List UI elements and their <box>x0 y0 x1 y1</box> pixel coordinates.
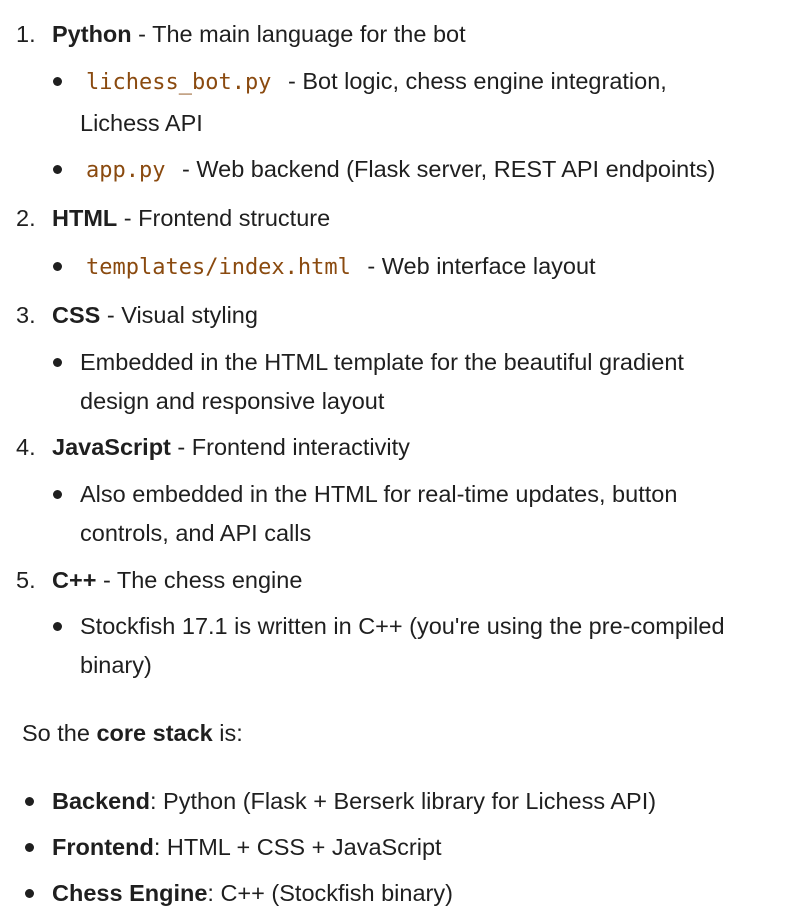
language-desc: - Frontend interactivity <box>170 434 410 460</box>
list-number: 5. <box>16 567 36 593</box>
stack-label: Chess Engine <box>52 880 208 906</box>
bullet-icon <box>53 358 62 367</box>
summary-bold: core stack <box>96 720 213 746</box>
list-number: 1. <box>16 21 36 47</box>
list-number: 4. <box>16 434 36 460</box>
bullet-icon <box>25 889 34 898</box>
bullet-icon <box>53 490 62 499</box>
bullet-icon <box>53 165 62 174</box>
language-name: C++ <box>52 567 97 593</box>
stack-value: : C++ (Stockfish binary) <box>207 880 453 906</box>
inline-code: app.py <box>86 158 166 183</box>
sub-item-text: Also embedded in the HTML for real-time updates, button <box>80 481 678 507</box>
bullet-icon <box>53 77 62 86</box>
sub-item-text: - Bot logic, chess engine integration, <box>281 68 667 94</box>
sub-item-text: Stockfish 17.1 is written in C++ (you're using the pre-compiled <box>80 613 725 639</box>
language-desc: - The chess engine <box>96 567 303 593</box>
stack-value: : Python (Flask + Berserk library for Lichess API) <box>149 788 657 814</box>
stack-value: : HTML + CSS + JavaScript <box>153 834 442 860</box>
sub-item-text: - Web backend (Flask server, REST API endpoints) <box>175 156 716 182</box>
bullet-icon <box>25 797 34 806</box>
inline-code: lichess_bot.py <box>86 70 272 95</box>
inline-code: templates/index.html <box>86 255 351 280</box>
stack-label: Backend <box>52 788 150 814</box>
sub-item-text-line2: controls, and API calls <box>80 520 312 546</box>
language-desc: - Frontend structure <box>117 205 331 231</box>
bullet-icon <box>53 262 62 271</box>
sub-item-text-line2: Lichess API <box>80 110 203 136</box>
bullet-icon <box>25 843 34 852</box>
language-name: CSS <box>52 302 101 328</box>
sub-item-text-line2: binary) <box>80 652 152 678</box>
list-number: 2. <box>16 205 36 231</box>
summary-suffix: is: <box>212 720 243 746</box>
language-name: HTML <box>52 205 118 231</box>
language-name: JavaScript <box>52 434 171 460</box>
language-desc: - Visual styling <box>100 302 258 328</box>
stack-label: Frontend <box>52 834 154 860</box>
bullet-icon <box>53 622 62 631</box>
sub-item-text-line2: design and responsive layout <box>80 388 385 414</box>
summary-prefix: So the <box>22 720 97 746</box>
language-desc: - The main language for the bot <box>131 21 466 47</box>
list-number: 3. <box>16 302 36 328</box>
sub-item-text: - Web interface layout <box>360 253 596 279</box>
sub-item-text: Embedded in the HTML template for the beautiful gradient <box>80 349 684 375</box>
language-name: Python <box>52 21 132 47</box>
